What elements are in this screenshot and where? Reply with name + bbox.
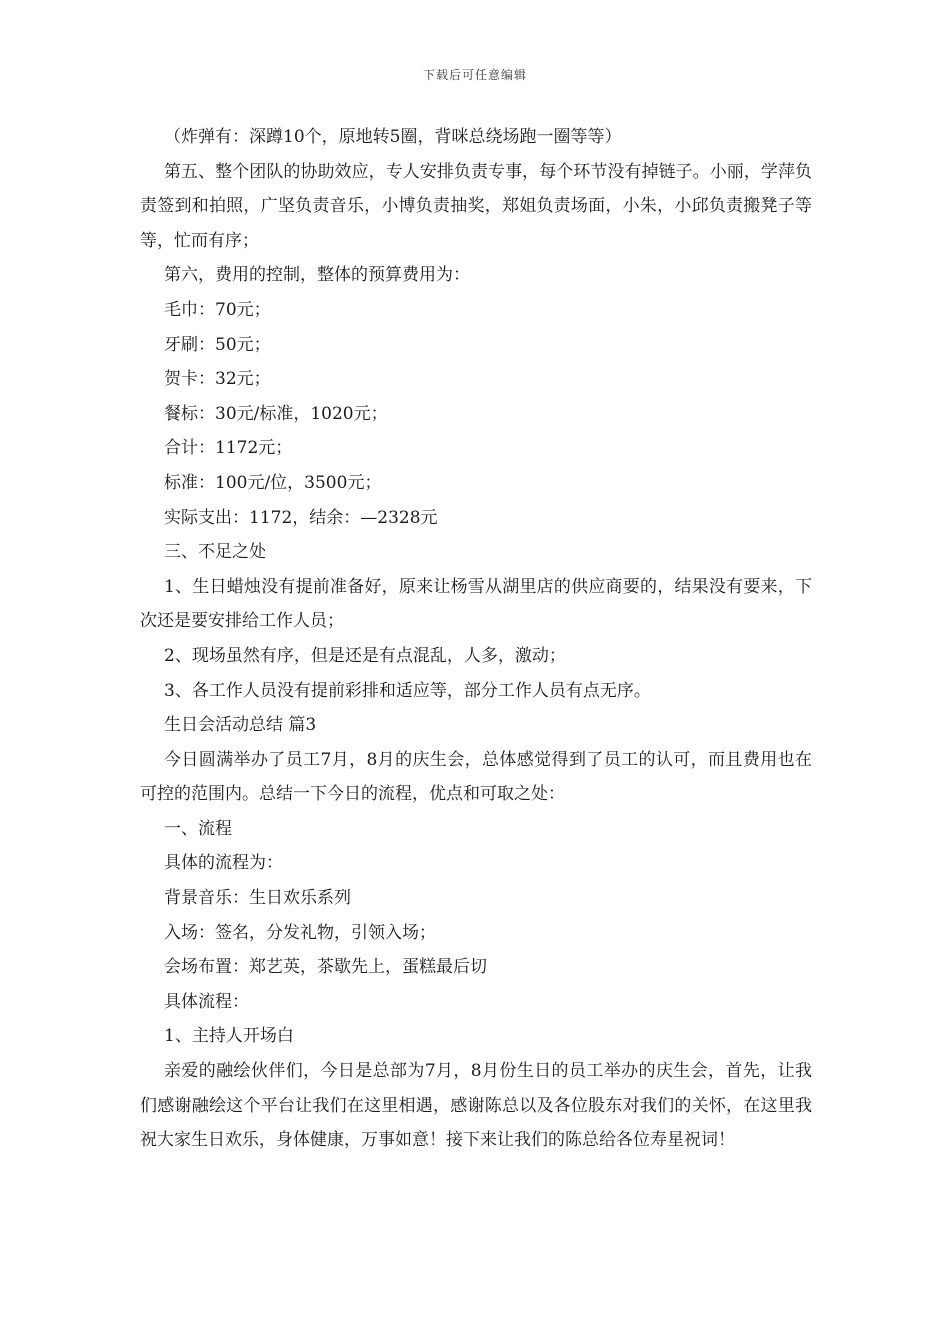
budget-total: 合计：1172元； xyxy=(164,438,293,459)
budget-item: 毛巾：70元； xyxy=(164,299,271,320)
budget-item: 餐标：30元/标准，1020元； xyxy=(164,403,388,424)
paragraph: 具体的流程为： xyxy=(164,853,283,874)
paragraph: 2、现场虽然有序，但是还是有点混乱，人多，激动； xyxy=(164,645,566,666)
paragraph: 第六，费用的控制，整体的预算费用为： xyxy=(164,265,470,286)
paragraph: （炸弹有：深蹲10个，原地转5圈，背咪总绕场跑一圈等等） xyxy=(164,127,622,147)
paragraph: 第五、整个团队的协助效应，专人安排负责专事，每个环节没有掉链子。小丽，学萍负责签到和拍照，广坚负责音乐，小博负责抽奖，郑姐负责场面，小朱，小邱负责搬凳子等等，忙而有序； xyxy=(140,161,812,251)
paragraph: 3、各工作人员没有提前彩排和适应等，部分工作人员有点无序。 xyxy=(164,680,651,701)
paragraph: 今日圆满举办了员工7月，8月的庆生会，总体感觉得到了员工的认可，而且费用也在可控的范围内。总结一下今日的流程，优点和可取之处： xyxy=(140,749,812,805)
paragraph: 亲爱的融绘伙伴们，今日是总部为7月，8月份生日的员工举办的庆生会，首先，让我们感谢融绘这个平台让我们在这里相遇，感谢陈总以及各位股东对我们的关怀，在这里我祝大家生日欢乐，身体健康，万事如意！接下来让我们的陈总给各位寿星祝词！ xyxy=(140,1061,812,1151)
paragraph: 会场布置：郑艺英，茶歇先上，蛋糕最后切 xyxy=(164,957,487,978)
subsection-heading: 1、主持人开场白 xyxy=(164,1026,294,1047)
budget-item: 牙刷：50元； xyxy=(164,334,271,355)
paragraph: 具体流程： xyxy=(164,991,249,1012)
budget-standard: 标准：100元/位，3500元； xyxy=(164,472,382,493)
budget-item: 贺卡：32元； xyxy=(164,369,271,390)
section-heading: 三、不足之处 xyxy=(164,542,266,563)
document-body xyxy=(140,120,812,1158)
paragraph: 背景音乐：生日欢乐系列 xyxy=(164,888,351,909)
page-header-note: 下载后可任意编辑 xyxy=(422,68,527,82)
paragraph: 入场：签名，分发礼物，引领入场； xyxy=(164,922,436,943)
article-title: 生日会活动总结 篇3 xyxy=(164,715,317,736)
paragraph: 1、生日蜡烛没有提前准备好，原来让杨雪从湖里店的供应商要的，结果没有要来，下次还是要安排给工作人员； xyxy=(140,576,812,632)
section-heading: 一、流程 xyxy=(164,818,232,839)
budget-actual: 实际支出：1172，结余：—2328元 xyxy=(164,507,438,528)
